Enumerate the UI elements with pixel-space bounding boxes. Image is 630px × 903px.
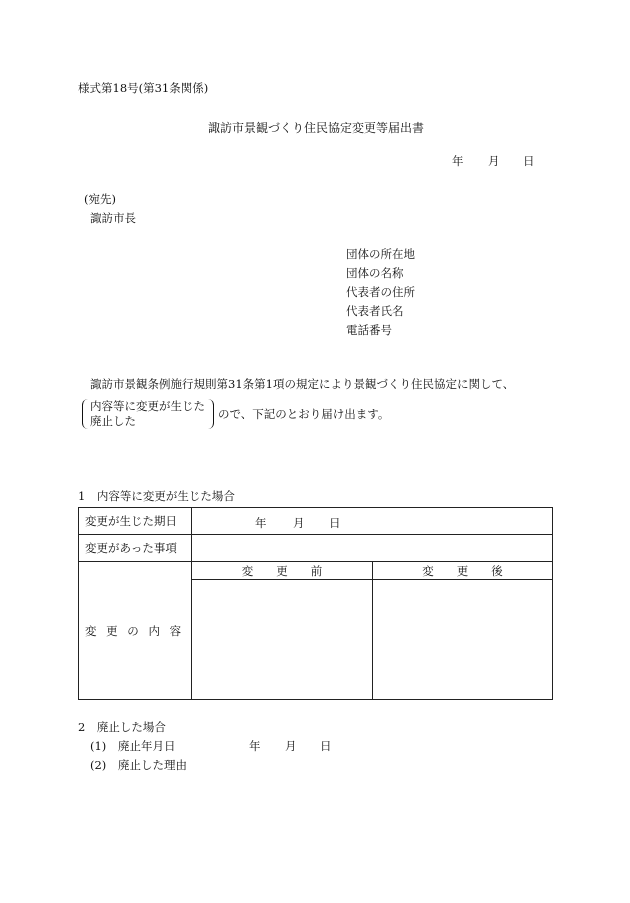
applicant-address: 団体の所在地 xyxy=(346,247,415,261)
change-content-label: 変 更 の 内 容 xyxy=(79,562,192,700)
change-table xyxy=(78,507,553,700)
option-abolished: 廃止した xyxy=(90,414,136,428)
date-day: 日 xyxy=(523,154,535,168)
abolish-reason-number: (2) xyxy=(90,758,107,772)
change-date-label: 変更が生じた期日 xyxy=(79,508,192,535)
representative-address: 代表者の住所 xyxy=(346,285,415,299)
change-date-month: 月 xyxy=(293,516,305,530)
abolish-date-year: 年 xyxy=(249,739,261,753)
date-year: 年 xyxy=(452,154,464,168)
body-suffix: ので、下記のとおり届け出ます。 xyxy=(218,407,390,421)
change-date-value[interactable] xyxy=(192,508,553,535)
section2-heading: 2 廃止した場合 xyxy=(78,720,166,734)
abolish-date-label: 廃止年月日 xyxy=(118,739,176,753)
abolish-date-day: 日 xyxy=(320,739,332,753)
option-changed: 内容等に変更が生じた xyxy=(90,399,205,413)
change-date-year: 年 xyxy=(255,516,267,530)
addressee-name: 諏訪市長 xyxy=(90,211,136,225)
section1-heading: 1 内容等に変更が生じた場合 xyxy=(78,489,235,503)
option-bracket xyxy=(82,399,214,429)
addressee-label: (宛先) xyxy=(84,192,116,206)
changed-matter-label: 変更があった事項 xyxy=(79,535,192,562)
representative-name: 代表者氏名 xyxy=(346,304,404,318)
abolish-reason-label: 廃止した理由 xyxy=(118,758,187,772)
abolish-date-number: (1) xyxy=(90,739,107,753)
after-content-cell[interactable] xyxy=(373,580,553,700)
date-month: 月 xyxy=(488,154,500,168)
before-column-header: 変 更 前 xyxy=(192,562,373,580)
applicant-name: 団体の名称 xyxy=(346,266,404,280)
abolish-date-month: 月 xyxy=(285,739,297,753)
after-column-header: 変 更 後 xyxy=(373,562,553,580)
before-content-cell[interactable] xyxy=(192,580,373,700)
phone-number: 電話番号 xyxy=(346,323,392,337)
document-title: 諏訪市景観づくり住民協定変更等届出書 xyxy=(208,121,425,135)
body-text: 諏訪市景観条例施行規則第31条第1項の規定により景観づくり住民協定に関して、 xyxy=(90,377,515,391)
change-date-day: 日 xyxy=(329,516,341,530)
form-number: 様式第18号(第31条関係) xyxy=(78,81,209,95)
changed-matter-value[interactable] xyxy=(192,535,553,562)
